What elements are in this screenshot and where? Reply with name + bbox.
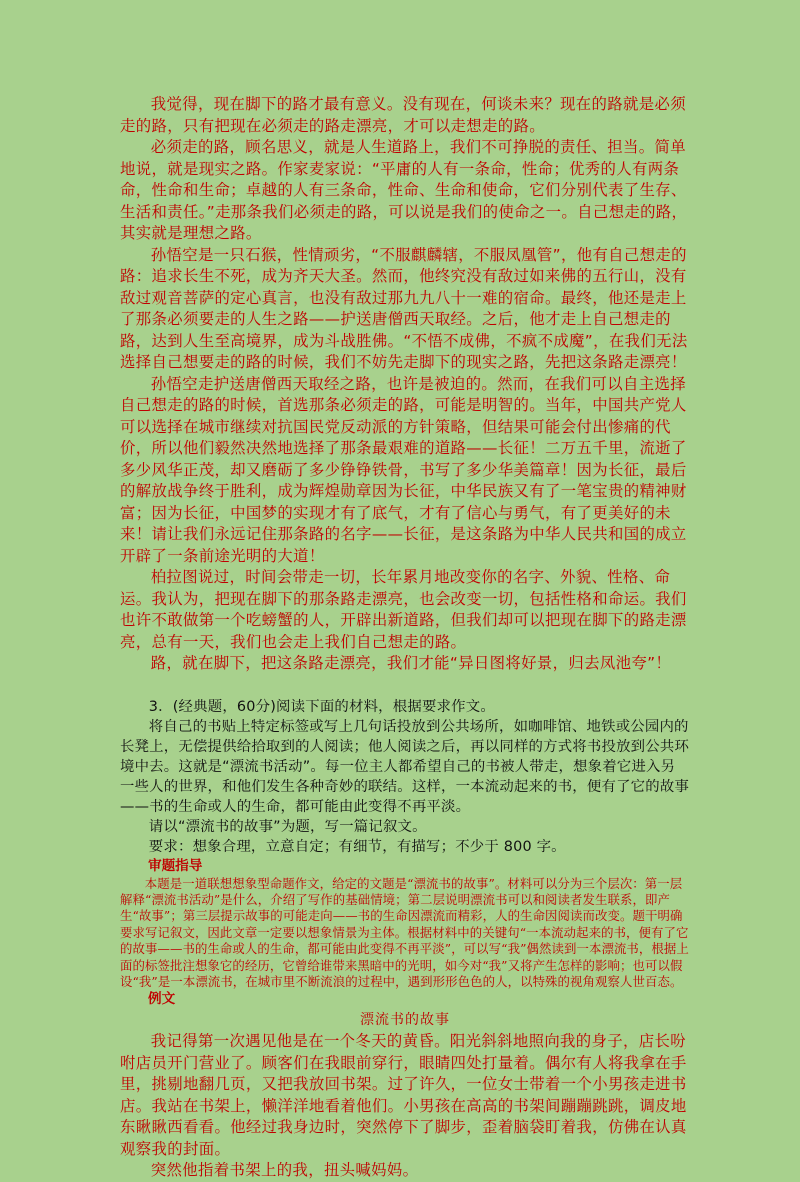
example-paragraph: 我记得第一次遇见他是在一个冬天的黄昏。阳光斜斜地照向我的身子，店长吩咐店员开门营业了。顾客们在我眼前穿行，眼睛四处打量着。偶尔有人将我拿在手里，挑剔地翻几页，又把我放回书架。过了许久，一位女士带着一个小男孩走进书店。我站在书架上，懒洋洋地看着他们。小男孩在高高的书架间蹦蹦跳跳，调皮地东瞅瞅西看看。他经过我身边时，突然停下了脚步，歪着脑袋盯着我，仿佛在认真观察我的封面。 — [120, 1032, 687, 1158]
material-line: ——书的生命或人的生命，都可能由此变得不再平淡。 — [120, 798, 471, 815]
essay-paragraph: 我觉得，现在脚下的路才最有意义。没有现在，何谈未来？现在的路就是必须走的路，只有把现在必须走的路走漂亮，才可以走想走的路。 — [120, 95, 686, 135]
question-header — [120, 697, 690, 717]
essay-paragraph: 必须走的路，顾名思义，就是人生道路上，我们不可挣脱的责任、担当。简单地说，就是现实之路。作家麦家说：“平庸的人有一条命，性命；优秀的人有两条命，性命和生命；卓越的人有三条命，性命、生命和使命，它们分别代表了生存、生活和责任。”走那条我们必须走的路，可以说是我们的使命之一。自己想走的路，其实就是理想之路。 — [120, 138, 688, 242]
writing-requirements: 要求：想象合理，立意自定；有细节，有描写；不少于 800 字。 — [148, 838, 566, 855]
example-section — [120, 990, 690, 1182]
essay-paragraph: 柏拉图说过，时间会带走一切，长年累月地改变你的名字、外貌、性格、命运。我认为，把现在脚下的那条路走漂亮，也会改变一切，包括性格和命运。我们也许不敢做第一个吃螃蟹的人，开辟出新道路，但我们却可以把现在脚下的路走漂亮，总有一天，我们也会走上我们自己想走的路。 — [120, 568, 687, 651]
essay-paragraph: 孙悟空走护送唐僧西天取经之路，也许是被迫的。然而，在我们可以自主选择自己想走的路的时候，首选那条必须走的路，可能是明智的。当年，中国共产党人可以选择在城市继续对抗国民党反动派的方针策略，但结果可能会付出惨痛的代价，所以他们毅然决然地选择了那条最艰难的道路——长征！二万五千里，流逝了多少风华正茂，却又磨砺了多少铮铮铁骨，书写了多少华美篇章！因为长征，最后的解放战争终于胜利，成为辉煌勋章因为长征，中华民族又有了一笔宝贵的精神财富；因为长征，中国梦的实现才有了底气，才有了信心与勇气，有了更美好的未来！请让我们永远记住那条路的名字——长征，是这条路为中华人民共和国的成立开辟了一条前途光明的大道！ — [120, 374, 687, 565]
essay-paragraph: 路，就在脚下，把这条路走漂亮，我们才能“异日图将好景，归去凤池夸”！ — [150, 654, 672, 672]
essay-section — [120, 94, 690, 675]
material-line: 境中去。这就是“漂流书活动”。每一位主人都希望自己的书被人带走，想象着它进入另 — [120, 758, 676, 775]
question-stem: 阅读下面的材料，根据要求作文。 — [276, 698, 495, 715]
material-line: 一些人的世界，和他们发生各种奇妙的联结。这样，一本流动起来的书，便有了它的故事 — [120, 778, 690, 795]
example-title: 漂流书的故事 — [360, 1012, 450, 1029]
example-paragraph: 突然他指着书架上的我，扭头喊妈妈。 — [150, 1161, 419, 1180]
guide-body: 本题是一道联想想象型命题作文，给定的文题是“漂流书的故事”。材料可以分为三个层次：第一层解释“漂流书活动”是什么，介绍了写作的基础情境；第二层说明漂流书可以和阅读者发生联系，即产生“故事”；第三层提示故事的可能走向——书的生命因漂流而精彩，人的生命因阅读而改变。题干明确要求写记叙文，因此文章一定要以想象情景为主体。根据材料中的关键句“一本流动起来的书，便有了它的故事——书的生命或人的生命，都可能由此变得不再平淡”，可以写“我”偶然读到一本漂流书，根据上面的标签批注想象它的经历，它曾给谁带来黑暗中的光明，如今对“我”又将产生怎样的影响；也可以假设“我”是一本漂流书，在城市里不断流浪的过程中，遇到形形色色的人，以特殊的视角观察人世百态。 — [120, 875, 689, 989]
spacer — [120, 675, 690, 697]
material-line: 将自己的书贴上特定标签或写上几句话投放到公共场所，如咖啡馆、地铁或公园内的 — [148, 718, 689, 735]
question-number: 3．(经典题，60分) — [148, 698, 277, 715]
guide-section — [120, 857, 690, 991]
guide-heading: 审题指导 — [148, 857, 203, 874]
example-heading: 例文 — [148, 991, 176, 1008]
question-3 — [120, 697, 690, 857]
essay-paragraph: 孙悟空是一只石猴，性情顽劣，“不服麒麟辖，不服凤凰管”，他有自己想走的路：追求长生不死，成为齐天大圣。然而，他终究没有敌过如来佛的五行山，没有敌过观音菩萨的定心真言，也没有敌过那九九八十一难的宿命。最终，他还是走上了那条必须要走的人生之路——护送唐僧西天取经。之后，他才走上自己想走的路，达到人生至高境界，成为斗战胜佛。“不悟不成佛，不疯不成魔”，在我们无法选择自己想要走的路的时候，我们不妨先走脚下的现实之路，先把这条路走漂亮！ — [120, 245, 688, 371]
material-line: 长凳上，无偿提供给拾取到的人阅读；他人阅读之后，再以同样的方式将书投放到公共环 — [120, 738, 690, 755]
writing-prompt: 请以“漂流书的故事”为题，写一篇记叙文。 — [148, 818, 427, 835]
